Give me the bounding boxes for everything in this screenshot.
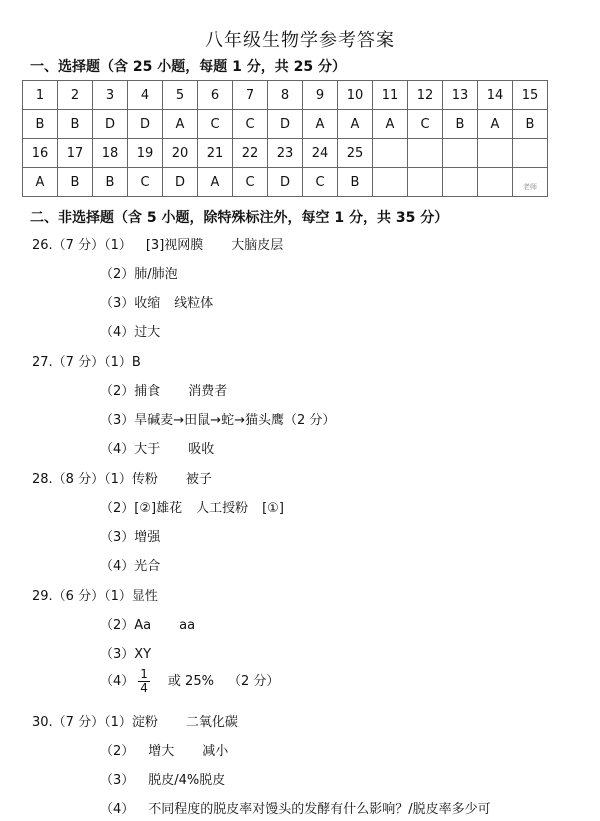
answer-text: aa: [179, 618, 196, 633]
table-cell: 17: [58, 139, 93, 168]
table-row-numbers-1: [23, 81, 548, 110]
table-cell: 13: [443, 81, 478, 110]
fraction-denominator: 4: [140, 681, 148, 695]
table-cell: B: [443, 110, 478, 139]
q26-part4: [100, 321, 160, 340]
answer-text: 传粉: [131, 472, 158, 487]
table-cell: A: [163, 110, 198, 139]
section2-heading: 二、非选择题（含 5 小题，除特殊标注外，每空 1 分，共 35 分）: [30, 210, 449, 226]
answer-text: 大于: [134, 442, 161, 457]
question-label: 26.（7 分）: [32, 238, 105, 253]
table-cell: 1: [23, 81, 58, 110]
table-cell: B: [93, 168, 128, 197]
q29-part3: [100, 643, 151, 662]
table-cell: B: [513, 110, 548, 139]
answer-text: 光合: [134, 559, 161, 574]
q27-part2: [100, 380, 227, 399]
answer-text: 旱碱麦→田鼠→蛇→猫头鹰（2 分）: [134, 413, 336, 428]
table-cell: 15: [513, 81, 548, 110]
q30-part3: [100, 769, 225, 788]
table-cell: A: [373, 110, 408, 139]
answer-text: 脱皮/4%脱皮: [148, 773, 226, 788]
table-cell: 2: [58, 81, 93, 110]
table-cell: D: [268, 110, 303, 139]
answer-text: 被子: [185, 472, 212, 487]
part-tag: （1）: [104, 238, 132, 253]
table-cell: 24: [303, 139, 338, 168]
part-tag: （2）: [100, 267, 135, 282]
answer-text: [②]雄花: [134, 501, 183, 516]
table-cell-empty: [408, 168, 443, 197]
table-cell: 20: [163, 139, 198, 168]
table-cell: C: [128, 168, 163, 197]
table-cell: 25: [338, 139, 373, 168]
table-cell-empty: [443, 139, 478, 168]
fraction: [138, 668, 150, 695]
table-cell-empty: [443, 168, 478, 197]
q28-part3: [100, 526, 160, 545]
table-cell: 6: [198, 81, 233, 110]
table-cell: B: [338, 168, 373, 197]
answer-text: 二氧化碳: [185, 715, 238, 730]
q26-part1: [32, 234, 283, 253]
part-tag: （3）: [100, 773, 135, 788]
q30-part1: [32, 711, 238, 730]
answer-table: [22, 80, 548, 197]
q28-part1: [32, 468, 212, 487]
answer-text: [3]视网膜: [145, 238, 204, 253]
answer-text: XY: [134, 647, 152, 662]
table-cell: 21: [198, 139, 233, 168]
table-cell: B: [23, 110, 58, 139]
table-cell: 7: [233, 81, 268, 110]
q27-part3: [100, 409, 335, 428]
table-cell: 3: [93, 81, 128, 110]
part-tag: （1）: [104, 472, 132, 487]
answer-text: 增大: [148, 744, 175, 759]
table-cell: B: [58, 110, 93, 139]
table-cell: 4: [128, 81, 163, 110]
part-tag: （3）: [100, 647, 135, 662]
table-cell-empty: [513, 139, 548, 168]
table-cell: 11: [373, 81, 408, 110]
answer-text: （2 分）: [227, 674, 280, 689]
table-cell: 14: [478, 81, 513, 110]
answer-text: 大脑皮层: [231, 238, 284, 253]
table-cell-empty: [373, 168, 408, 197]
table-row-numbers-2: [23, 139, 548, 168]
answer-text: 捕食: [134, 384, 161, 399]
part-tag: （2）: [100, 744, 135, 759]
table-cell: C: [233, 110, 268, 139]
q28-part2: [100, 497, 284, 516]
question-label: 27.（7 分）: [32, 355, 105, 370]
part-tag: （4）: [100, 325, 135, 340]
table-cell: A: [338, 110, 373, 139]
part-tag: （1）: [104, 355, 132, 370]
part-tag: （3）: [100, 413, 135, 428]
answer-text: 显性: [131, 589, 158, 604]
table-cell-empty: [478, 139, 513, 168]
fraction-numerator: 1: [140, 667, 148, 681]
table-cell: D: [268, 168, 303, 197]
part-tag: （4）: [100, 442, 135, 457]
part-tag: （4）: [100, 674, 135, 689]
part-tag: （4）: [100, 802, 135, 817]
part-tag: （1）: [104, 589, 132, 604]
answer-text: 减小: [202, 744, 229, 759]
table-cell-empty: [478, 168, 513, 197]
answer-text: [①]: [262, 501, 284, 516]
answer-text: 淀粉: [131, 715, 158, 730]
table-row-answers-2: [23, 168, 548, 197]
question-label: 29.（6 分）: [32, 589, 105, 604]
table-cell: 8: [268, 81, 303, 110]
table-cell: 12: [408, 81, 443, 110]
table-cell: B: [58, 168, 93, 197]
answer-text: 过大: [134, 325, 161, 340]
table-cell: 5: [163, 81, 198, 110]
table-cell: 22: [233, 139, 268, 168]
part-tag: （3）: [100, 296, 135, 311]
q26-part3: [100, 292, 213, 311]
q27-part4: [100, 438, 214, 457]
table-cell: C: [233, 168, 268, 197]
answer-text: Aa: [134, 618, 152, 633]
answer-text: 消费者: [188, 384, 228, 399]
table-cell: D: [93, 110, 128, 139]
part-tag: （3）: [100, 530, 135, 545]
part-tag: （1）: [104, 715, 132, 730]
table-cell: A: [23, 168, 58, 197]
table-cell: 16: [23, 139, 58, 168]
q29-part2: [100, 614, 195, 633]
table-cell-watermark: [513, 168, 548, 197]
part-tag: （2）: [100, 501, 135, 516]
table-cell: 19: [128, 139, 163, 168]
table-cell: 10: [338, 81, 373, 110]
table-cell-empty: [373, 139, 408, 168]
q29-part1: [32, 585, 158, 604]
answer-text: B: [131, 355, 141, 370]
question-label: 28.（8 分）: [32, 472, 105, 487]
section1-heading: 一、选择题（含 25 小题，每题 1 分，共 25 分）: [30, 59, 346, 75]
q30-part4: [100, 798, 491, 817]
q30-part2: [100, 740, 228, 759]
answer-text: 吸收: [188, 442, 215, 457]
table-cell: C: [303, 168, 338, 197]
table-row-answers-1: [23, 110, 548, 139]
table-cell: A: [198, 168, 233, 197]
watermark-text: 老师: [523, 182, 537, 191]
answer-text: 增强: [134, 530, 161, 545]
part-tag: （2）: [100, 384, 135, 399]
answer-text: 收缩: [134, 296, 161, 311]
table-cell: C: [198, 110, 233, 139]
table-cell: 23: [268, 139, 303, 168]
answer-text: 线粒体: [174, 296, 214, 311]
table-cell-empty: [408, 139, 443, 168]
table-cell: A: [478, 110, 513, 139]
q27-part1: [32, 351, 141, 370]
part-tag: （2）: [100, 618, 135, 633]
table-cell: D: [128, 110, 163, 139]
table-cell: 9: [303, 81, 338, 110]
answer-text: 人工授粉: [196, 501, 249, 516]
answer-text: 肺/肺泡: [134, 267, 178, 282]
q28-part4: [100, 555, 160, 574]
q26-part2: [100, 263, 178, 282]
answer-text: 或 25%: [167, 674, 214, 689]
page-title: 八年级生物学参考答案: [205, 30, 395, 51]
table-cell: 18: [93, 139, 128, 168]
question-label: 30.（7 分）: [32, 715, 105, 730]
q29-part4: [100, 668, 279, 695]
answer-text: 不同程度的脱皮率对馒头的发酵有什么影响？/脱皮率多少可: [148, 802, 491, 817]
table-cell: C: [408, 110, 443, 139]
table-cell: D: [163, 168, 198, 197]
table-cell: A: [303, 110, 338, 139]
part-tag: （4）: [100, 559, 135, 574]
